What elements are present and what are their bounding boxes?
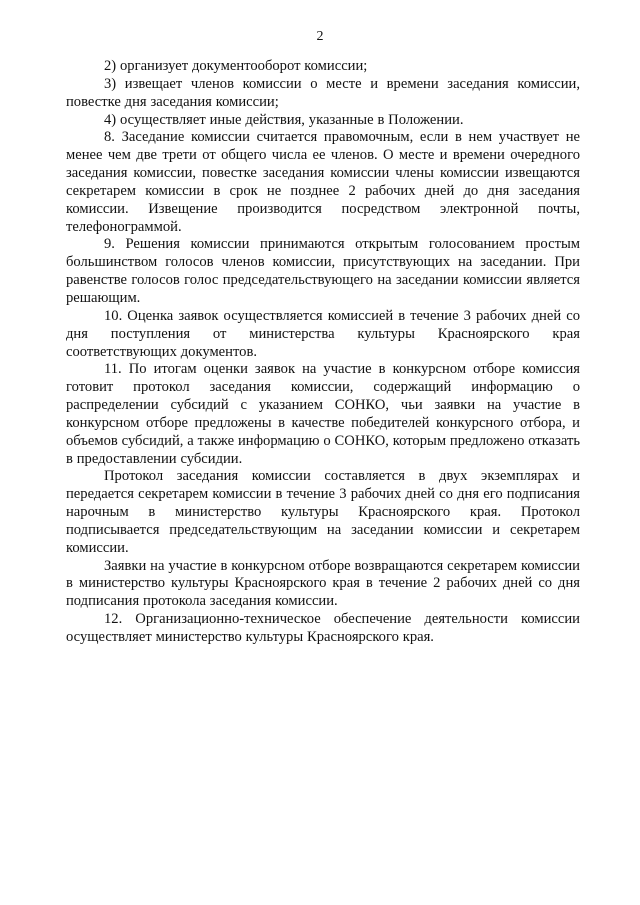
paragraph-clause-10: 10. Оценка заявок осуществляется комиссией в течение 3 рабочих дней со дня поступления от министерства культуры Красноярского края соответствующих документов.: [66, 307, 580, 360]
paragraph-item-2: 2) организует документооборот комиссии;: [104, 58, 368, 74]
paragraph-item-3: 3) извещает членов комиссии о месте и времени заседания комиссии, повестке дня заседания комиссии;: [66, 75, 580, 110]
document-body: [66, 58, 580, 647]
paragraph-clause-8: 8. Заседание комиссии считается правомочным, если в нем участвует не менее чем две трети от общего числа ее членов. О месте и времени очередного заседания комиссии, повестке заседания комиссии члены комиссии извещаются секретарем комиссии в срок не позднее 2 рабочих дней до дня заседания комиссии. Извещение производится посредством электронной почты, телефонограммой.: [66, 129, 580, 235]
page-number: 2: [316, 29, 324, 44]
paragraph-item-4: 4) осуществляет иные действия, указанные в Положении.: [104, 111, 464, 128]
paragraph-clause-12: 12. Организационно-техническое обеспечение деятельности комиссии осуществляет министерство культуры Красноярского края.: [66, 611, 580, 645]
paragraph-clause-11: 11. По итогам оценки заявок на участие в конкурсном отборе комиссия готовит протокол заседания комиссии, содержащий информацию о распределении субсидий с указанием СОНКО, чьи заявки на участие в конкурсном отборе предложены в качестве победителей конкурсного отбора, и объемов субсидий, а также информацию о СОНКО, которым предложено отказать в предоставлении субсидии.: [66, 361, 580, 467]
paragraph-clause-9: 9. Решения комиссии принимаются открытым голосованием простым большинством голосов членов комиссии, присутствующих на заседании. При равенстве голосов голос председательствующего на заседании комиссии является решающим.: [66, 236, 580, 306]
paragraph-applications-return: Заявки на участие в конкурсном отборе возвращаются секретарем комиссии в министерство культуры Красноярского края в течение 2 рабочих дней со дня подписания протокола заседания комиссии.: [66, 557, 580, 610]
paragraph-protocol: Протокол заседания комиссии составляется в двух экземплярах и передается секретарем комиссии в течение 3 рабочих дней со дня его подписания нарочным в министерство культуры Красноярского края. Протокол подписывается председательствующим на заседании комиссии и секретарем комиссии.: [66, 468, 580, 556]
